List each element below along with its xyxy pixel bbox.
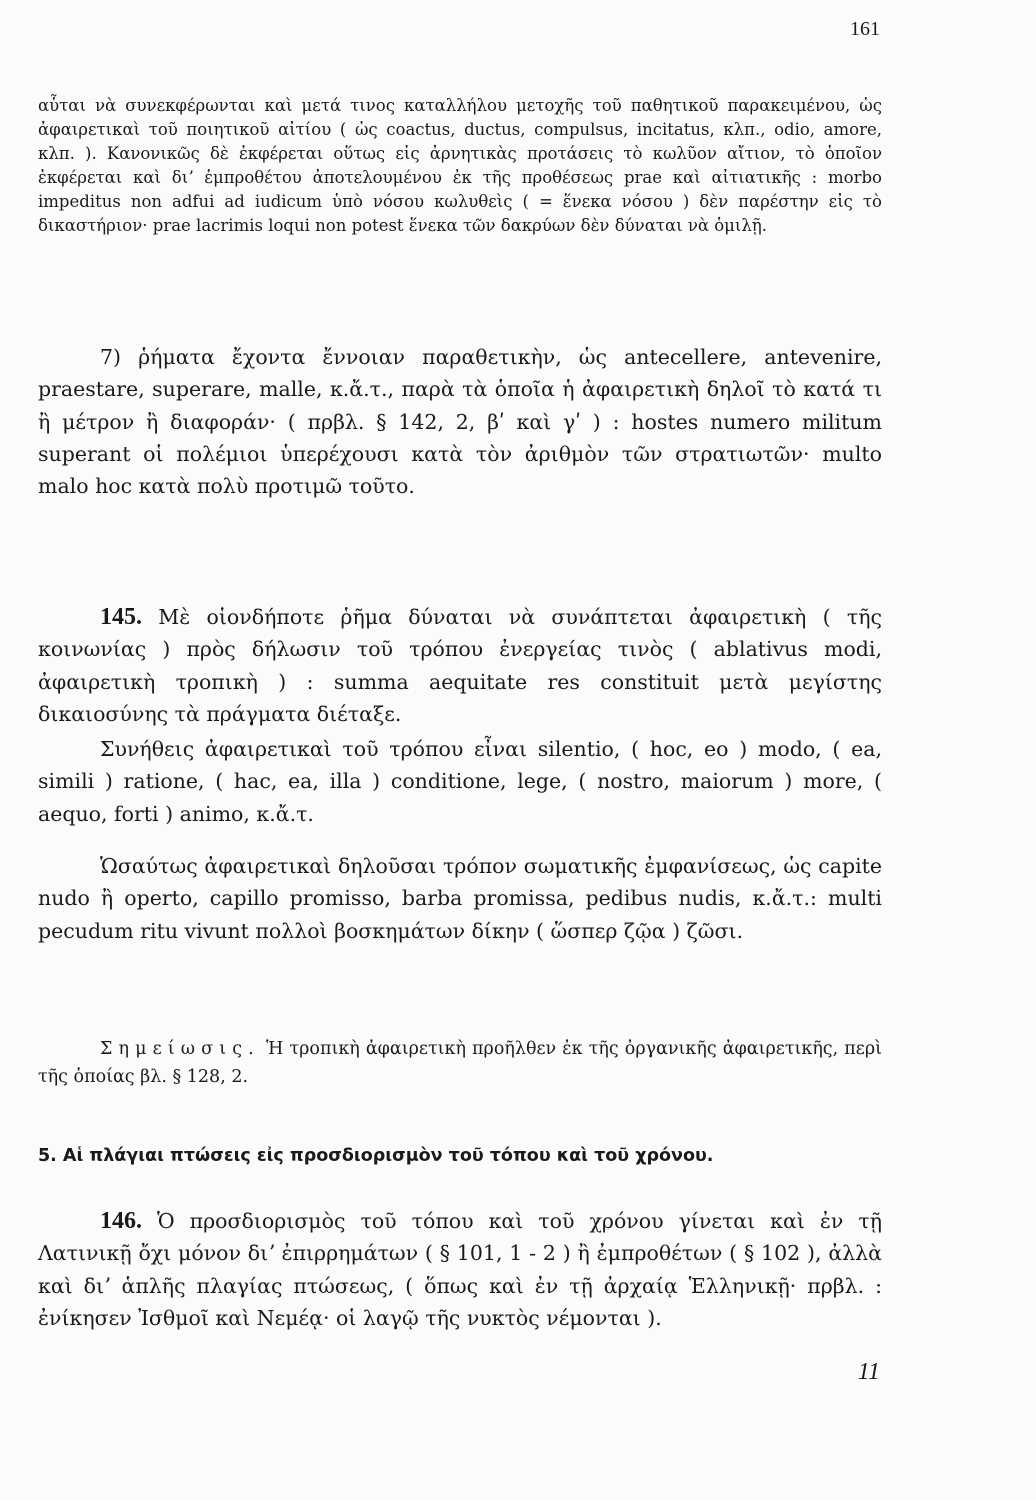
section-number-146: 146. xyxy=(100,1208,142,1234)
paragraph-likewise: Ὡσαύτως ἀφαιρετικαὶ δηλοῦσαι τρόπον σωματικῆς ἐμφανίσεως, ὡς capite nudo ἢ operto, capillo promisso, barba promissa, pedibus nudis, κ.ἄ.τ.: multi pecudum ritu vivunt πολλοὶ βοσκημάτων δίκην ( ὥσπερ ζῷα ) ζῶσι. xyxy=(38,854,882,943)
section-number-145: 145. xyxy=(100,604,142,630)
paragraph-145 xyxy=(38,601,882,730)
paragraph-usual-ablatives: Συνήθεις ἀφαιρετικαὶ τοῦ τρόπου εἶναι silentio, ( hoc, eo ) modo, ( ea, simili ) ratione, ( hac, ea, illa ) conditione, lege, ( nostro, maiorum ) more, ( aequo, forti ) animo, κ.ἄ.τ. xyxy=(38,737,882,826)
page-number-bottom: 11 xyxy=(857,1359,880,1385)
paragraph-top: αὗται νὰ συνεκφέρωνται καὶ μετά τινος καταλλήλου μετοχῆς τοῦ παθητικοῦ παρακειμένου, ὡς ἀφαιρετικαὶ τοῦ ποιητικοῦ αἰτίου ( ὡς coactus, ductus, compulsus, incitatus, κλπ., odio, amore, κλπ. ). Κανονικῶς δὲ ἐκφέρεται οὕτως εἰς ἀρνητικὰς προτάσεις τὸ κωλῦον αἴτιον, τὸ ὁποῖον ἐκφέρεται καὶ διʼ ἐμπροθέτου ἀποτελουμένου ἐκ τῆς προθέσεως prae καὶ αἰτιατικῆς : morbo impeditus non adfui ad iudicum ὑπὸ νόσου κωλυθεὶς ( = ἕνεκα νόσου ) δὲν παρέστην εἰς τὸ δικαστήριον· prae lacrimis loqui non potest ἕνεκα τῶν δακρύων δὲν δύναται νὰ ὁμιλῇ. xyxy=(38,96,882,235)
note-text: Ἡ τροπικὴ ἀφαιρετικὴ προῆλθεν ἐκ τῆς ὀργανικῆς ἀφαιρετικῆς, περὶ τῆς ὁποίας βλ. § 128, 2. xyxy=(38,1039,882,1087)
note-label: Σημείωσις. xyxy=(100,1039,260,1059)
page-number-top: 161 xyxy=(850,18,880,40)
note-paragraph xyxy=(38,1035,882,1091)
paragraph-145-text: Μὲ οἱονδήποτε ῥῆμα δύναται νὰ συνάπτεται ἀφαιρετικὴ ( τῆς κοινωνίας ) πρὸς δήλωσιν τοῦ τρόπου ἐνεργείας τινὸς ( ablativus modi, ἀφαιρετικὴ τροπικὴ ) : summa aequitate res constituit μετὰ μεγίστης δικαιοσύνης τὰ πράγματα διέταξε. xyxy=(38,605,882,726)
paragraph-7: 7) ῥήματα ἔχοντα ἔννοιαν παραθετικὴν, ὡς antecellere, antevenire, praestare, superare, malle, κ.ἄ.τ., παρὰ τὰ ὁποῖα ἡ ἀφαιρετικὴ δηλοῖ τὸ κατά τι ἢ μέτρον ἢ διαφοράν· ( πρβλ. § 142, 2, βʹ καὶ γʹ ) : hostes numero militum superant οἱ πολέμιοι ὑπερέχουσι κατὰ τὸν ἀριθμὸν τῶν στρατιωτῶν· multo malo hoc κατὰ πολὺ προτιμῶ τοῦτο. xyxy=(38,345,882,499)
section-heading-5: 5. Αἱ πλάγιαι πτώσεις εἰς προσδιορισμὸν τοῦ τόπου καὶ τοῦ χρόνου. xyxy=(38,1146,714,1166)
paragraph-146 xyxy=(38,1205,882,1334)
paragraph-146-text: Ὁ προσδιορισμὸς τοῦ τόπου καὶ τοῦ χρόνου γίνεται καὶ ἐν τῇ Λατινικῇ ὄχι μόνον διʼ ἐπιρρημάτων ( § 101, 1 - 2 ) ἢ ἐμπροθέτων ( § 102 ), ἀλλὰ καὶ διʼ ἁπλῆς πλαγίας πτώσεως, ( ὅπως καὶ ἐν τῇ ἀρχαίᾳ Ἑλληνικῇ· πρβλ. : ἐνίκησεν Ἰσθμοῖ καὶ Νεμέᾳ· οἱ λαγῷ τῆς νυκτὸς νέμονται ). xyxy=(38,1209,882,1330)
